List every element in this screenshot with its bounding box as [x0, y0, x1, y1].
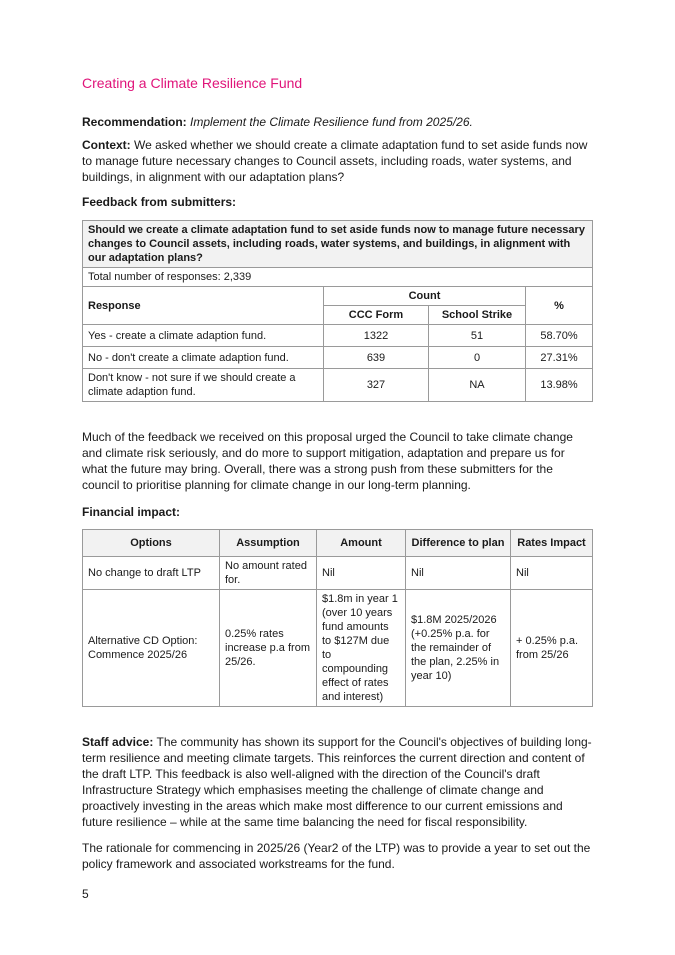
ccc-form-cell: 639 [324, 347, 429, 369]
staff-advice [82, 734, 592, 830]
response-cell: Yes - create a climate adaption fund. [83, 325, 324, 347]
table-row [83, 347, 593, 369]
header-options: Options [83, 530, 220, 557]
feedback-paragraph: Much of the feedback we received on this proposal urged the Council to take climate change and climate risk seriously, and do more to support mitigation, adaptation and prepare us for what the future may bring. Overall, there was a strong push from these submitters for the council to prioritise planning for climate change in our long-term planning. [82, 430, 573, 492]
table-row [83, 369, 593, 402]
header-school-strike: School Strike [429, 306, 526, 325]
header-percent: % [526, 287, 593, 325]
survey-table [82, 220, 593, 402]
financial-table [82, 529, 593, 707]
survey-total-row [83, 268, 593, 287]
header-ccc-form: CCC Form [324, 306, 429, 325]
header-assumption: Assumption [220, 530, 317, 557]
difference-cell: $1.8M 2025/2026 (+0.25% p.a. for the remainder of the plan, 2.25% in year 10) [406, 590, 511, 707]
survey-question: Should we create a climate adaptation fund to set aside funds now to manage future necessary changes to Council assets, including roads, water systems, and buildings, in alignment with our adaptation plans? [83, 221, 593, 268]
table-row [83, 325, 593, 347]
survey-question-row [83, 221, 593, 268]
table-row [83, 557, 593, 590]
survey-header-row [83, 287, 593, 306]
page-number: 5 [82, 887, 89, 901]
context [82, 137, 592, 185]
assumption-cell: 0.25% rates increase p.a from 25/26. [220, 590, 317, 707]
school-strike-cell: NA [429, 369, 526, 402]
staff-advice-text: The community has shown its support for the Council's objectives of building long-term resilience and meeting climate targets. This reinforces the current direction and content of the draft LTP. This feedback is also well-aligned with the direction of the Council's draft Infrastructure Strategy which emphasises meeting the challenge of climate change and proactively investing in the areas which make most difference to our current emissions and future resilience – while at the same time balancing the need for fiscal responsibility. [82, 735, 592, 829]
survey-total: Total number of responses: 2,339 [83, 268, 593, 287]
rates-impact-cell: + 0.25% p.a. from 25/26 [511, 590, 593, 707]
financial-heading: Financial impact: [82, 505, 181, 519]
percent-cell: 13.98% [526, 369, 593, 402]
percent-cell: 27.31% [526, 347, 593, 369]
financial-header-row [83, 530, 593, 557]
ccc-form-cell: 327 [324, 369, 429, 402]
page-content [82, 70, 592, 872]
rates-impact-cell: Nil [511, 557, 593, 590]
recommendation [82, 114, 592, 130]
response-cell: No - don't create a climate adaption fund. [83, 347, 324, 369]
header-difference: Difference to plan [406, 530, 511, 557]
staff-advice-label: Staff advice: [82, 735, 154, 749]
school-strike-cell: 0 [429, 347, 526, 369]
school-strike-cell: 51 [429, 325, 526, 347]
options-cell: Alternative CD Option: Commence 2025/26 [83, 590, 220, 707]
assumption-cell: No amount rated for. [220, 557, 317, 590]
recommendation-text: Implement the Climate Resilience fund from 2025/26. [190, 115, 473, 129]
options-cell: No change to draft LTP [83, 557, 220, 590]
header-rates-impact: Rates Impact [511, 530, 593, 557]
difference-cell: Nil [406, 557, 511, 590]
header-count: Count [324, 287, 526, 306]
recommendation-label: Recommendation: [82, 115, 187, 129]
rationale-paragraph: The rationale for commencing in 2025/26 (Year2 of the LTP) was to provide a year to set out the policy framework and associated workstreams for the fund. [82, 841, 591, 871]
context-text: We asked whether we should create a climate adaptation fund to set aside funds now to manage future necessary changes to Council assets, including roads, water systems, and buildings, in alignment with our adaptation plans? [82, 138, 588, 184]
context-label: Context: [82, 138, 131, 152]
ccc-form-cell: 1322 [324, 325, 429, 347]
table-row [83, 590, 593, 707]
amount-cell: Nil [317, 557, 406, 590]
feedback-heading: Feedback from submitters: [82, 195, 237, 209]
response-cell: Don't know - not sure if we should create a climate adaption fund. [83, 369, 324, 402]
header-amount: Amount [317, 530, 406, 557]
section-title: Creating a Climate Resilience Fund [82, 75, 303, 91]
amount-cell: $1.8m in year 1 (over 10 years fund amounts to $127M due to compounding effect of rates and interest) [317, 590, 406, 707]
percent-cell: 58.70% [526, 325, 593, 347]
header-response: Response [83, 287, 324, 325]
